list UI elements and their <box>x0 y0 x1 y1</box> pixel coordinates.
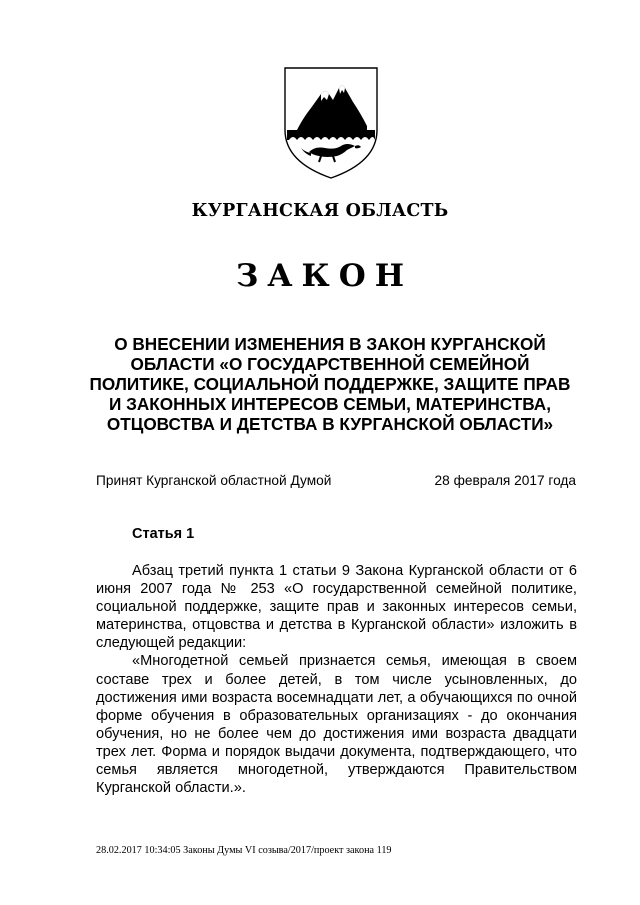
law-title-line: ПОЛИТИКЕ, СОЦИАЛЬНОЙ ПОДДЕРЖКЕ, ЗАЩИТЕ ПРАВ <box>89 374 571 394</box>
article-paragraph: «Многодетной семьей признается семья, имеющая в своем составе трех и более детей, в том числе усыновленных, до достижения ими возраста восемнадцати лет, а обучающихся по очной форме обучения в образовательных организациях - до окончания обучения, но не более чем до достижения ими возраста двадцати трех лет. Форма и порядок выдачи документа, подтверждающего, что семья является многодетной, утверждаются Правительством Курганской области.». <box>96 653 577 797</box>
region-title: КУРГАНСКАЯ ОБЛАСТЬ <box>191 201 449 221</box>
law-title <box>70 334 590 434</box>
article-paragraph: Абзац третий пункта 1 статьи 9 Закона Курганской области от 6 июня 2007 года № 253 «О государственной семейной политике, социальной поддержке, защите прав и законных интересов семьи, материнства, отцовства и детства в Курганской области» изложить в следующей редакции: <box>96 563 577 652</box>
adoption-date: 28 февраля 2017 года <box>434 473 576 488</box>
adopted-by-text: Принят Курганской областной Думой <box>96 473 332 488</box>
law-title-line: ОТЦОВСТВА И ДЕТСТВА В КУРГАНСКОЙ ОБЛАСТИ» <box>106 414 554 434</box>
law-title-line: И ЗАКОННЫХ ИНТЕРЕСОВ СЕМЬИ, МАТЕРИНСТВА, <box>109 394 551 414</box>
law-title-line: О ВНЕСЕНИИ ИЗМЕНЕНИЯ В ЗАКОН КУРГАНСКОЙ <box>114 334 546 354</box>
article-body <box>96 562 577 797</box>
law-title-line: ОБЛАСТИ «О ГОСУДАРСТВЕННОЙ СЕМЕЙНОЙ <box>130 354 530 374</box>
coat-of-arms-icon <box>281 64 381 182</box>
document-type-title: ЗАКОН <box>235 258 414 294</box>
footer-stamp: 28.02.2017 10:34:05 Законы Думы VI созыва/2017/проект закона 119 <box>96 845 392 856</box>
article-heading: Статья 1 <box>132 526 195 542</box>
